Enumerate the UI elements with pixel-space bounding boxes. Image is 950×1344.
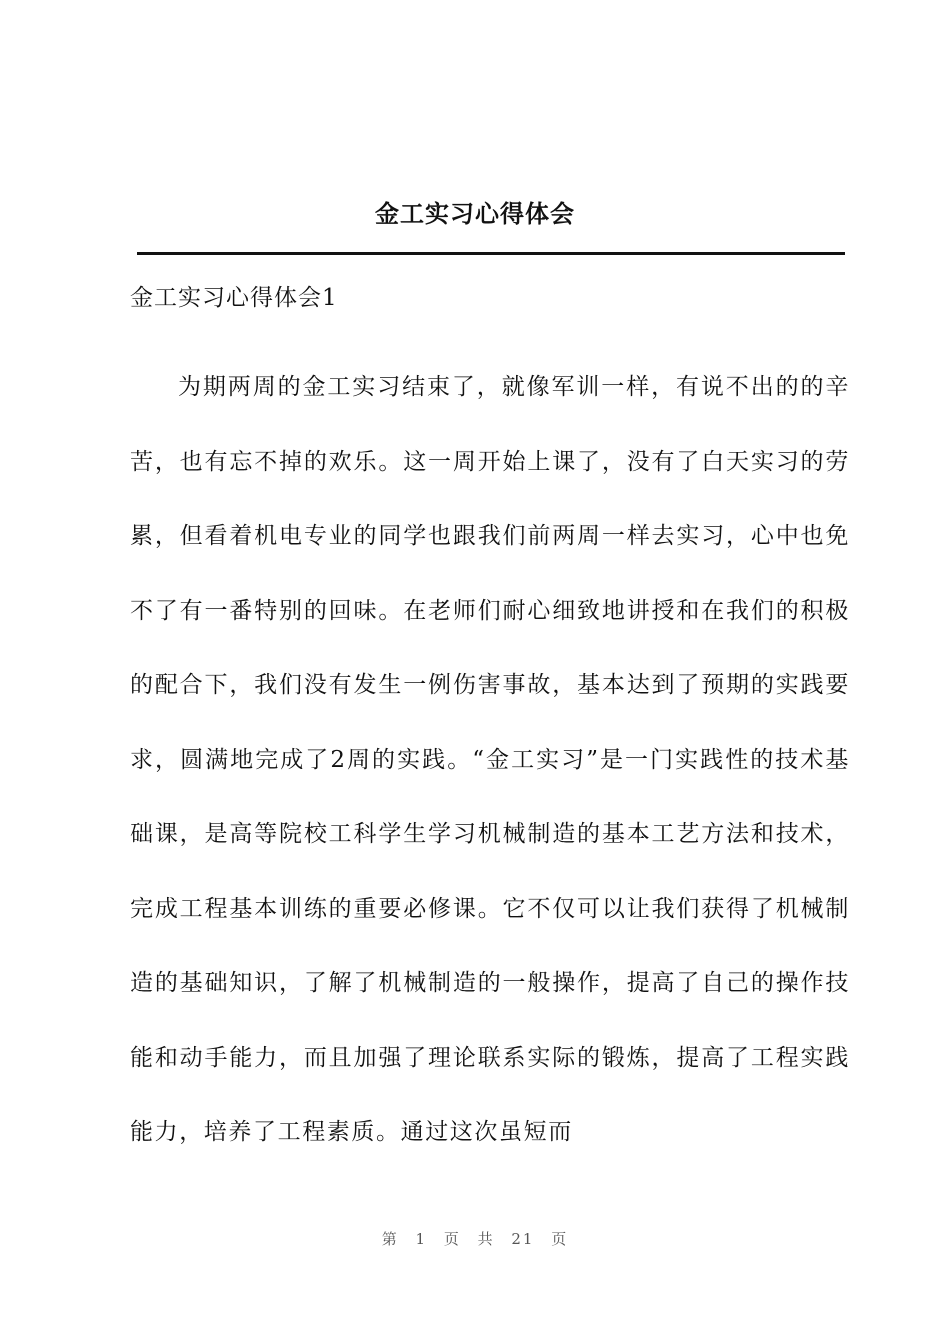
title-divider <box>137 252 845 255</box>
section-heading: 金工实习心得体会1 <box>130 285 338 311</box>
page-number-footer: 第 1 页 共 21 页 <box>381 1230 569 1248</box>
document-title: 金工实习心得体会 <box>375 199 575 228</box>
body-paragraph: 为期两周的金工实习结束了，就像军训一样，有说不出的的辛苦，也有忘不掉的欢乐。这一周开始上课了，没有了白天实习的劳累，但看着机电专业的同学也跟我们前两周一样去实习，心中也免不了有一番特别的回味。在老师们耐心细致地讲授和在我们的积极的配合下，我们没有发生一例伤害事故，基本达到了预期的实践要求，圆满地完成了2周的实践。“金工实习”是一门实践性的技术基础课，是高等院校工科学生学习机械制造的基本工艺方法和技术，完成工程基本训练的重要必修课。它不仅可以让我们获得了机械制造的基础知识，了解了机械制造的一般操作，提高了自己的操作技能和动手能力，而且加强了理论联系实际的锻炼，提高了工程实践能力，培养了工程素质。通过这次虽短而 <box>130 374 850 1145</box>
